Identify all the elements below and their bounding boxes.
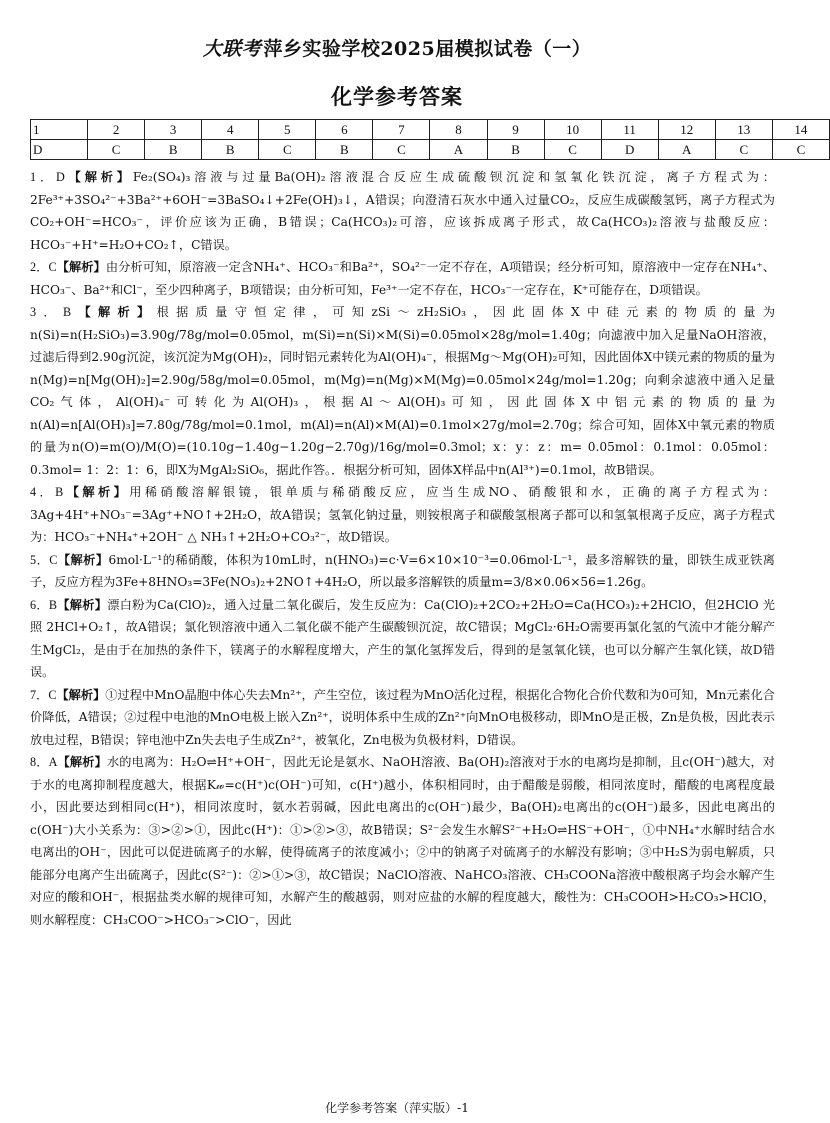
- answer-cell: B: [487, 140, 544, 160]
- page-title: 化学参考答案: [331, 84, 463, 109]
- explanations: [30, 166, 775, 931]
- analysis-tag: 【解析】: [56, 687, 106, 702]
- answer-cell: A: [430, 140, 487, 160]
- item-number: 1．D: [30, 170, 65, 184]
- explanation-item: [30, 549, 775, 594]
- exam-title: [0, 34, 794, 61]
- explanation-text: 由分析可知，原溶液一定含NH₄⁺、HCO₃⁻和Ba²⁺，SO₄²⁻一定不存在，A项错误；经分析可知，原溶液中一定存在NH₄⁺、HCO₃⁻、Ba²⁺和Cl⁻，至少四种离子，B项错误；由分析可知，Fe³⁺一定不存在，HCO₃⁻一定存在，K⁺可能存在，D项错误。: [30, 260, 776, 297]
- brand-logo: 大联考: [202, 38, 262, 60]
- answer-cell: A: [658, 140, 715, 160]
- page-footer: 化学参考答案（萍实版）-1: [325, 1101, 469, 1115]
- item-number: 6．B: [30, 597, 58, 612]
- analysis-tag: 【解析】: [64, 170, 133, 184]
- explanation-item: [30, 166, 775, 256]
- explanation-text: ①过程中MnO晶胞中体心失去Mn²⁺，产生空位，该过程为MnO活化过程，根据化合物化合价代数和为0可知，Mn元素化合价降低，A错误；②过程中电池的MnO电极上嵌入Zn²⁺，说明体系中生成的Zn²⁺向MnO电极移动，即MnO是正极，Zn是负极，因此表示放电过程，B错误；锌电池中Zn失去电子生成Zn²⁺，被氧化，Zn电极为负极材料，D错误。: [30, 687, 775, 747]
- answer-table-answer-row: [31, 140, 830, 160]
- analysis-tag: 【解析】: [63, 485, 130, 499]
- analysis-tag: 【解析】: [71, 305, 157, 319]
- question-number: 3: [145, 120, 202, 140]
- question-number: 13: [715, 120, 772, 140]
- explanation-item: [30, 301, 775, 481]
- answer-cell: B: [202, 140, 259, 160]
- answer-cell: B: [145, 140, 202, 160]
- question-number: 6: [316, 120, 373, 140]
- explanation-text: 根据质量守恒定律，可知zSi～zH₂SiO₃，因此固体X中硅元素的物质的量为n(Si)=n(H₂SiO₃)=3.90g/78g/mol=0.05mol，m(Si)=n(Si)×M(Si)=0.05mol×28g/mol=1.40g；向滤液中加入足量NaOH溶液，过滤后得到2.90g沉淀，该沉淀为Mg(OH)₂，同时铝元素转化为Al(OH)₄⁻，根据Mg～Mg(OH)₂可知，因此固体X中镁元素的物质的量为n(Mg)=n[Mg(OH)₂]=2.90g/58g/mol=0.05mol，m(Mg)=n(Mg)×M(Mg)=0.05mol×24g/mol=1.20g；向剩余滤液中通入足量CO₂气体，Al(OH)₄⁻可转化为Al(OH)₃，根据Al～Al(OH)₃可知，因此固体X中铝元素的物质的量为n(Al)=n[Al(OH)₃]=7.80g/78g/mol=0.1mol，m(Al)=n(Al)×M(Al)=0.1mol×27g/mol=2.70g；综合可知，固体X中氧元素的物质的量为n(O)=m(O)/M(O)=(10.10g−1.40g−1.20g−2.70g)/16g/mol=0.3mol；x：y：z：m= 0.05mol：0.1mol：0.05mol：0.3mol= 1：2：1：6，即X为MgAl₂SiO₆，据此作答。．根据分析可知，固体X样品中n(Al³⁺)=0.1mol，故B错误。: [30, 305, 776, 477]
- item-number: 3．B: [30, 305, 72, 319]
- explanation-text: 漂白粉为Ca(ClO)₂，通入过量二氧化碳后，发生反应为：Ca(ClO)₂+2CO₂+2H₂O=Ca(HCO₃)₂+2HClO，但2HClO 光照 2HCl+O₂↑，故A错误；氯化钡溶液中通入二氧化碳不能产生碳酸钡沉淀，故C错误；MgCl₂·6H₂O需要再氯化氢的气流中才能分解产生MgCl₂，是由于在加热的条件下，镁离子的水解程度增大，产生的氯化氢挥发后，得到的是氢氧化镁，也可以分解产生氧化镁，故D错误。: [30, 597, 775, 679]
- explanation-text: Fe₂(SO₄)₃溶液与过量Ba(OH)₂溶液混合反应生成硫酸钡沉淀和氢氧化铁沉淀，离子方程式为：2Fe³⁺+3SO₄²⁻+3Ba²⁺+6OH⁻=3BaSO₄↓+2Fe(OH)₃↓，A错误；向澄清石灰水中通入过量CO₂，反应生成碳酸氢钙，离子方程式为CO₂+OH⁻=HCO₃⁻，评价应该为正确，B错误；Ca(HCO₃)₂可溶，应该拆成离子形式，故Ca(HCO₃)₂溶液与盐酸反应：HCO₃⁻+H⁺=H₂O+CO₂↑，C错误。: [30, 170, 775, 252]
- analysis-tag: 【解析】: [57, 597, 108, 612]
- explanation-item: [30, 751, 775, 931]
- header: [0, 34, 794, 111]
- question-number: 10: [544, 120, 601, 140]
- analysis-tag: 【解析】: [56, 260, 106, 274]
- exam-title-text: 萍乡实验学校2025届模拟试卷（一）: [263, 38, 592, 60]
- explanation-text: 用稀硝酸溶解银镜，银单质与稀硝酸反应，应当生成NO、硝酸银和水，正确的离子方程式为：3Ag+4H⁺+NO₃⁻=3Ag⁺+NO↑+2H₂O，故A错误；氢氧化钠过量，则铵根离子和碳酸氢根离子都可以和氢氧根离子反应，离子方程式为：HCO₃⁻+NH₄⁺+2OH⁻ △ NH₃↑+2H₂O+CO₃²⁻，故D错误。: [30, 485, 775, 544]
- answer-cell: C: [544, 140, 601, 160]
- explanation-text: 水的电离为：H₂O⇌H⁺+OH⁻，因此无论是氨水、NaOH溶液、Ba(OH)₂溶液对于水的电离均是抑制，且c(OH⁻)越大，对于水的电离抑制程度越大，根据K𝓌=c(H⁺)c(OH⁻)可知，c(H⁺)越小，体积相同时，由于醋酸是弱酸，相同浓度时，醋酸的电离程度最小，因此要达到相同c(H⁺)，相同浓度时，氨水若弱碱，因此电离出的c(OH⁻)最少，Ba(OH)₂电离出的c(OH⁻)最多，因此电离出的c(OH⁻)大小关系为：③>②>①，因此c(H⁺)：①>②>③，故B错误；S²⁻会发生水解S²⁻+H₂O⇌HS⁻+OH⁻，①中NH₄⁺水解时结合水电离出的OH⁻，因此可以促进硫离子的水解，使得硫离子的浓度减小；②中的钠离子对硫离子的水解没有影响；③中H₂S为弱电解质，只能部分电离产生出硫离子，因此c(S²⁻)：②>①>③，故C错误；NaClO溶液、NaHCO₃溶液、CH₃COONa溶液中酸根离子均会水解产生对应的酸和OH⁻，根据盐类水解的规律可知，水解产生的酸越弱，则对应盐的水解的程度越大，酸性为：CH₃COOH>H₂CO₃>HClO，则水解程度：CH₃COO⁻>HCO₃⁻>ClO⁻，因此: [30, 755, 775, 927]
- explanation-item: [30, 481, 775, 549]
- item-number: 7．C: [30, 687, 57, 702]
- explanation-text: 6mol·L⁻¹的稀硝酸，体积为10mL时，n(HNO₃)=c·V=6×10×10⁻³=0.06mol·L⁻¹，最多溶解铁的量，即铁生成亚铁离子，反应方程为3Fe+8HNO₃=3Fe(NO₃)₂+2NO↑+4H₂O，所以最多溶解铁的质量m=3/8×0.06×56=1.26g。: [30, 552, 775, 589]
- question-number: 8: [430, 120, 487, 140]
- analysis-tag: 【解析】: [57, 755, 107, 769]
- question-number: 7: [373, 120, 430, 140]
- answer-table-number-row: [31, 120, 830, 140]
- question-number: 4: [202, 120, 259, 140]
- item-number: 2．C: [30, 260, 57, 274]
- answer-cell: C: [259, 140, 316, 160]
- question-number: 5: [259, 120, 316, 140]
- question-number: 12: [658, 120, 715, 140]
- answer-cell: C: [772, 140, 829, 160]
- question-number: 1: [31, 120, 88, 140]
- explanation-item: [30, 684, 775, 752]
- question-number: 11: [601, 120, 658, 140]
- answer-cell: C: [715, 140, 772, 160]
- answer-cell: C: [88, 140, 145, 160]
- analysis-tag: 【解析】: [57, 552, 109, 567]
- question-number: 14: [772, 120, 829, 140]
- answer-cell: C: [373, 140, 430, 160]
- item-number: 5．C: [30, 552, 58, 567]
- explanation-item: [30, 256, 775, 301]
- answer-cell: D: [601, 140, 658, 160]
- answer-cell: B: [316, 140, 373, 160]
- explanation-item: [30, 594, 775, 684]
- item-number: 4．B: [30, 485, 64, 499]
- answer-cell: D: [31, 140, 88, 160]
- question-number: 9: [487, 120, 544, 140]
- item-number: 8．A: [30, 755, 58, 769]
- question-number: 2: [88, 120, 145, 140]
- answer-table: [30, 119, 830, 160]
